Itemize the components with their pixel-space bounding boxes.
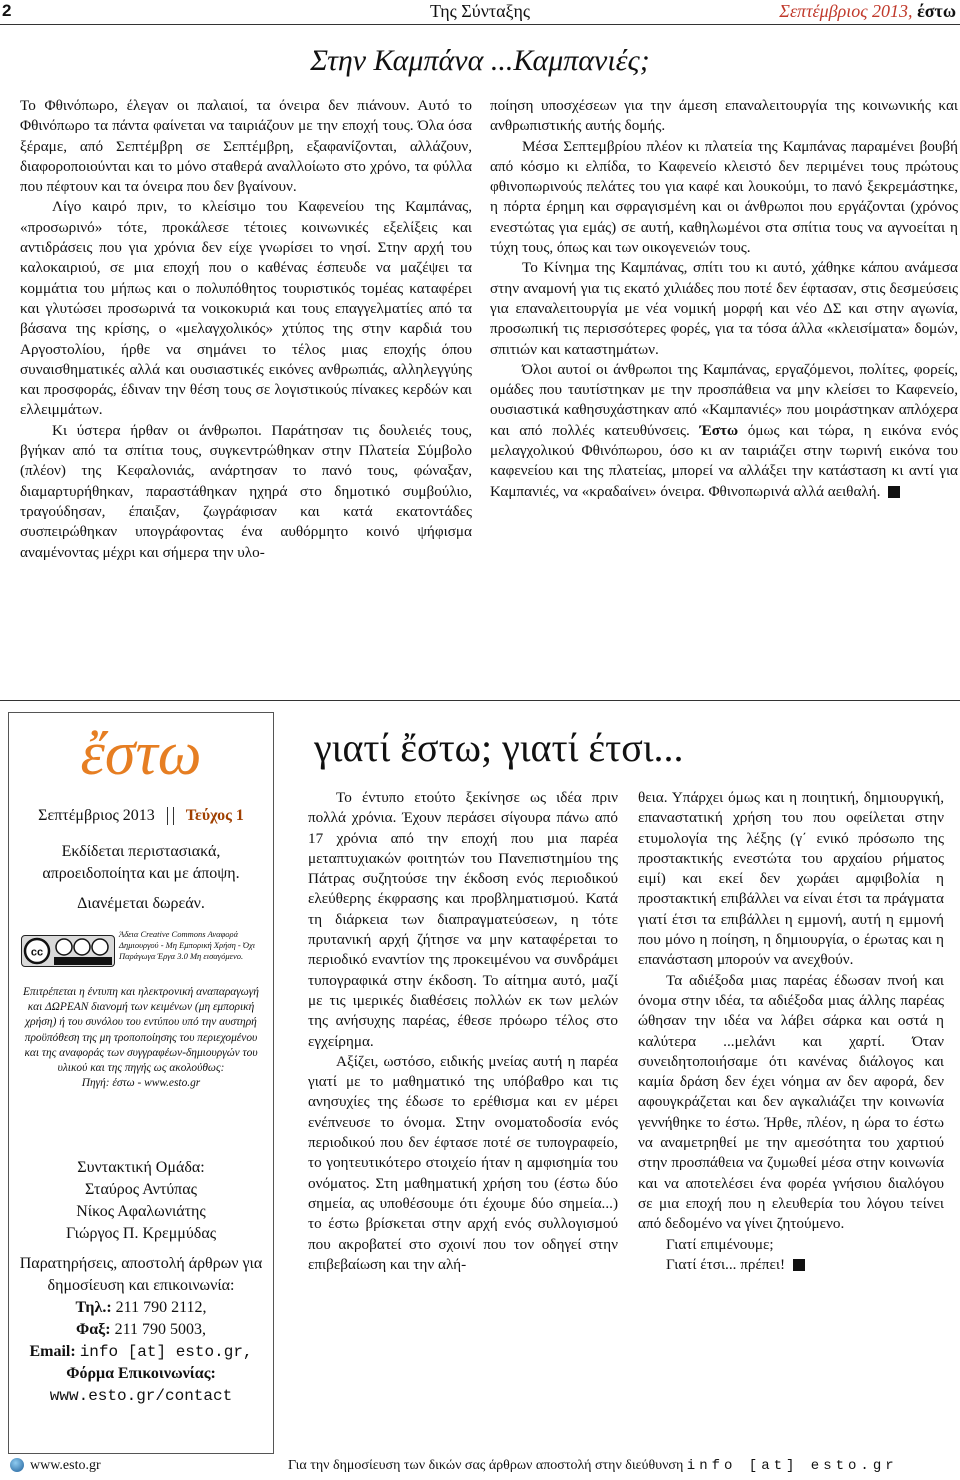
text-span: Γιατί έτσι... πρέπει! (666, 1255, 786, 1273)
footer-text: Για την δημοσίευση των δικών σας άρθρων αποστολή στην διεύθυνση (288, 1458, 684, 1473)
paragraph: Λίγο καιρό πριν, το κλείσιμο του Καφενείου της Καμπάνας, «προσωρινό» τότε, προκάλεσε τέτοιες κοινωνικές εξελίξεις και αντιδράσεις που για χρόνια δεν είχε γνωρίσει το νησί. Στην αρχή του καλοκαιριού, σε μια εποχή που ο καθένας έσπευδε να μαζέψει τα κομμάτια του μήπως και ο πολυπόθητος τουριστικός τομέας καταφέρει και γλυτώσει προσωρινά τα νοικοκυριά και τους επαγγελματίες από τα βάσανα της κρίσης, ο «μελαγχολικός» χτύπος της στην καρδιά του Αργοστολίου, ήρθε να σημάνει το τέλος μιας εποχής όπου συναισθηματικές αλλά και ουσιαστικές εικόνες ανθρωπιάς, αλληλεγγύης και προσφοράς, έδιναν την θέση τους σε λογιστικούς πίνακες κερδών και ελλειμμάτων. (20, 198, 472, 419)
article-column-3 (308, 788, 618, 1275)
team-member: Νίκος Αφαλωνιάτης (76, 1203, 206, 1220)
phone-number: 211 790 2112, (115, 1299, 207, 1316)
paragraph (638, 1255, 944, 1275)
bold-word: Έστω (699, 421, 739, 439)
phone-label: Τηλ.: (75, 1299, 112, 1316)
cc-license-icon (21, 935, 115, 967)
issue-number: Τεύχος 1 (185, 807, 244, 824)
header-date: Σεπτέμβριος 2013, (779, 1, 913, 21)
distribution-note: Διανέμεται δωρεάν. (77, 895, 205, 912)
fax-label: Φαξ: (75, 1321, 111, 1338)
masthead-logo: ἔστω (80, 720, 202, 788)
footer-email[interactable]: info [at] esto.gr (686, 1458, 898, 1474)
article-title-2: γιατί ἔστω; γιατί έτσι... (314, 725, 684, 770)
header-brand: έστω (917, 1, 956, 21)
paragraph: Το έντυπο ετούτο ξεκίνησε ως ιδέα πριν πολλά χρόνια. Έχουν περάσει σίγουρα πάνω από 17 χρόνια από την εποχή που μια παρέα μεταπτυχιακών φοιτητών του Πανεπιστημίου της Πάτρας συζητούσε την έκδοση ενός περιοδικού ελεύθερης έκφρασης και προβληματισμού. Κατά τη διάρκεια των διαπραγματεύσεων, η τότε πρυτανική αρχή ζήτησε να μην καταφέρεται το περιοδικό εναντίον της προκειμένου να συνδράμει τυπογραφικά στην έκδοση. Το αίτημα αυτό, μαζί με τις ιμερικές διαθέσεις πολλών εκ των μελών της ανήσυχης παρέας, έθεσε πρόωρο τέλος στο εγχείρημα. (308, 789, 618, 1050)
publication-note: Εκδίδεται περιστασιακά, απροειδοποίητα και με άποψη. (42, 843, 240, 882)
article-title: Στην Καμπάνα ...Καμπανιές; (310, 44, 650, 77)
contact-info (17, 1253, 265, 1407)
footer-note (288, 1458, 898, 1474)
globe-icon (10, 1458, 24, 1472)
usage-terms-text: Επιτρέπεται η έντυπη και ηλεκτρονική αναπαραγωγή και ΔΩΡΕΑΝ διανομή των κειμένων (μη εμπορική χρήση) ή του συνόλου του εντύπου υπό την αυστηρή προϋπόθεση της μη τροποποίησης του περιεχομένου και της αναφοράς των συγγραφέων-δημιουργών του υλικού και της πηγής ως ακολούθως: (23, 986, 259, 1075)
paragraph: Αξίζει, ωστόσο, ειδικής μνείας αυτή η παρέα γιατί με το μαθηματικό της υπόβαθρο και τις ανησυχίες της έδωσε το ερέθισμα και εν μέρει ενέπνευσε το όνομα. Στην ονοματοδοσία ενός περιοδικού που δεν έφτασε ποτέ σε τυπογραφείο, το γοητευτικότερο στοιχείο ήταν η αμφισημία του ονόματος. Στη μαθηματική χρήση του (έστω δύο σημεία, ας υποθέσουμε ότι έχουμε δύο σημεία...) το έστω βρίσκεται στην αρχή ενός συλλογισμού που ακροβατεί στο σχοινί που τον οδηγεί στην επιβεβαίωση και την αλή- (308, 1052, 618, 1273)
article-column-4 (638, 788, 944, 1275)
cc-license-text: Άδεια Creative Commons Αναφορά Δημιουργού - Μη Εμπορική Χρήση - Όχι Παράγωγα Έργα 3.0 Μη εισαγόμενο. (119, 929, 256, 961)
email-label: Email: (29, 1343, 76, 1360)
phone-line (17, 1297, 265, 1319)
issue-info (9, 807, 273, 825)
issue-date: Σεπτέμβριος 2013 (38, 807, 155, 824)
paragraph: ποίηση υποσχέσεων για την άμεση επαναλειτουργία της κοινωνικής και ανθρωπιστικής αυτής δομής. (490, 97, 958, 135)
article-column-1 (20, 96, 472, 563)
contact-form-url: www.esto.gr/contact (49, 1387, 233, 1405)
paragraph: Το Φθινόπωρο, έλεγαν οι παλαιοί, τα όνειρα δεν πιάνουν. Αυτό το Φθινόπωρο τα πάντα φαίνεται να ταιριάζουν με την εποχή τους. Όλα όσα ξέραμε, από Σεπτέμβρη σε Σεπτέμβρη, εξαφανίζονται, αλλάζουν, διαφοροποιούνται και το μόνο σταθερά αναλλοίωτο στο χρόνο, τα φύλλα που πέφτουν και τα όνειρα που δεν βγαίνουν. (20, 97, 472, 196)
paragraph: Γιατί επιμένουμε; (666, 1235, 774, 1253)
paragraph: θεια. Υπάρχει όμως και η ποιητική, δημιουργική, επαναστατική χρήση του που οφείλεται στην ετυμολογία της λέξης (γ΄ ενικό πρόσωπο της προστακτικής ενεστώτα του αρχαίου ρήματος ειμί) και εκεί δεν χωράει αμφιβολία η προστακτική επιβάλλει να είναι έτσι τα πράγματα γιατί έτσι τα επιβάλλει η εμμονή, αυτή η εμμονή που μόνο η ποίηση, η δημιουργία, ο έρωτας και η επανάσταση μπορούν να ανεχθούν. (638, 789, 944, 969)
paragraph (490, 360, 958, 502)
svg-text:cc: cc (30, 946, 44, 959)
double-bar-icon (167, 807, 174, 825)
article-column-2 (490, 96, 958, 502)
masthead-box (8, 712, 274, 1454)
section-divider (0, 700, 960, 701)
footer-url[interactable]: www.esto.gr (30, 1458, 101, 1473)
email-line (17, 1341, 265, 1363)
usage-terms (17, 985, 265, 1091)
paragraph: Το Κίνημα της Καμπάνας, σπίτι του κι αυτό, χάθηκε κάπου ανάμεσα στην αναμονή για τις εκατό χιλιάδες που ποτέ δεν έφτασαν, στις δεσμεύσεις για επαναλειτουργία με νέα νομική μορφή και νέο ΔΣ και στην αγωνία, προσωπική τις περισσότερες φορές, για τα τόσα άλλα «κλεισίματα» δομών, σπιτιών και καταστημάτων. (490, 259, 958, 358)
email-address: info [at] esto.gr, (79, 1343, 253, 1361)
end-mark-icon (793, 1259, 805, 1271)
text-span: Όλοι αυτοί οι άνθρωποι της Καμπάνας, εργαζόμενοι, πολίτες, φορείς, ομάδες που ταυτίστηκαν με την προσπάθεια να μην κλείσει το Καφενείο, ουσιαστικά καθησυχάστηκαν από «Καμπανιές» που μοιράστηκαν απλόχερα και από πολλές κατευθύνσεις. (490, 360, 958, 439)
fax-number: 211 790 5003, (114, 1321, 207, 1338)
cc-badge-graphic (22, 936, 114, 966)
contact-intro: Παρατηρήσεις, αποστολή άρθρων για δημοσίευση και επικοινωνία: (19, 1255, 263, 1294)
paragraph: Μέσα Σεπτεμβρίου πλέον κι πλατεία της Καμπάνας παραμένει βουβή από κόσμο κι ελπίδα, το Καφενείο κλειστό δεν περιμένει τους πρώτους φθινοπωρινούς πελάτες του για καφέ και λουκούμι, το πανό ξεκρεμάστηκε, η πόρτα έρημη και σφραγισμένη και οι άνθρωποι που εργάζονται (χρόνος ενεστώτας για εμάς) σε αυτή, καθηλωμένοι στα σπίτια τους να αγνοείται η τύχη τους, όπως και των οικογενειών τους. (490, 137, 958, 257)
issue-date-header (779, 1, 956, 22)
fax-line (17, 1319, 265, 1341)
paragraph: Κι ύστερα ήρθαν οι άνθρωποι. Παράτησαν τις δουλειές τους, βγήκαν από τα σπίτια τους, συγκεντρώθηκαν στην Πλατεία Σύμβολο (πλέον) της Κεφαλονιάς, ανάρτησαν το πανό τους, φώναξαν, διαμαρτυρήθηκαν, παραστάθηκαν ηχηρά στο δημοτικό συμβούλιο, τραγούδησαν, έπαιξαν, ζωγράφισαν και κατά εκατοντάδες συσπειρώθηκαν υπογράφοντας ένα αυθόρμητο κοινό ψήφισμα αναμένοντας μέχρι και σήμερα την υλο- (20, 421, 472, 561)
team-member: Γιώργος Π. Κρεμμύδας (65, 1225, 217, 1242)
text-span: όμως και τώρα, η εικόνα ενός μελαγχολικού Φθινόπωρου, όσο κι αν ταιριάζει στην τωρινή εικόνα του καφενείου και της πλατείας, μπορεί να αλλάξει την κατάσταση κι αντί για Καμπανιές, να «κραδαίνει» όνειρα. Φθινοπωρινά αλλά αειθαλή. (490, 421, 958, 500)
page-number: 2 (2, 1, 12, 20)
end-mark-icon (888, 486, 900, 498)
team-title: Συντακτική Ομάδα: (77, 1159, 205, 1176)
contact-form-label: Φόρμα Επικοινωνίας: (66, 1365, 216, 1382)
section-title: Της Σύνταξης (429, 1, 531, 21)
paragraph: Τα αδιέξοδα μιας παρέας έδωσαν πνοή και όνομα στην ιδέα, τα αδιέξοδα μιας άλλης παρέας ώθησαν την ιδέα να λάβει σάρκα και οστά η καλύτερα ...μελάνι και χαρτί. Όταν συνειδητοποιήσαμε ότι κανένας διάλογος και καμία δράση δεν έχει νόημα αν δεν αφορά, δεν αφουγκράζεται και δεν αγκαλιάζει την κοινωνία γεννήθηκε το έστω. Ήρθε, πλέον, η ώρα το έστω να αναμετρηθεί με την αμεσότητα του χαρτιού στην προσπάθεια να ζυμωθεί μέσα στην κοινωνία και να αποτελέσει ένα φορέα γνήσιου διαλόγου σε μια εποχή που η ελευθερία του λόγου τείνει από δεδομένο να γίνει ζητούμενο. (638, 971, 944, 1233)
editorial-team (17, 1157, 265, 1245)
source-line: Πηγή: έστω - www.esto.gr (81, 1077, 201, 1090)
team-member: Σταύρος Αντύπας (85, 1181, 197, 1198)
